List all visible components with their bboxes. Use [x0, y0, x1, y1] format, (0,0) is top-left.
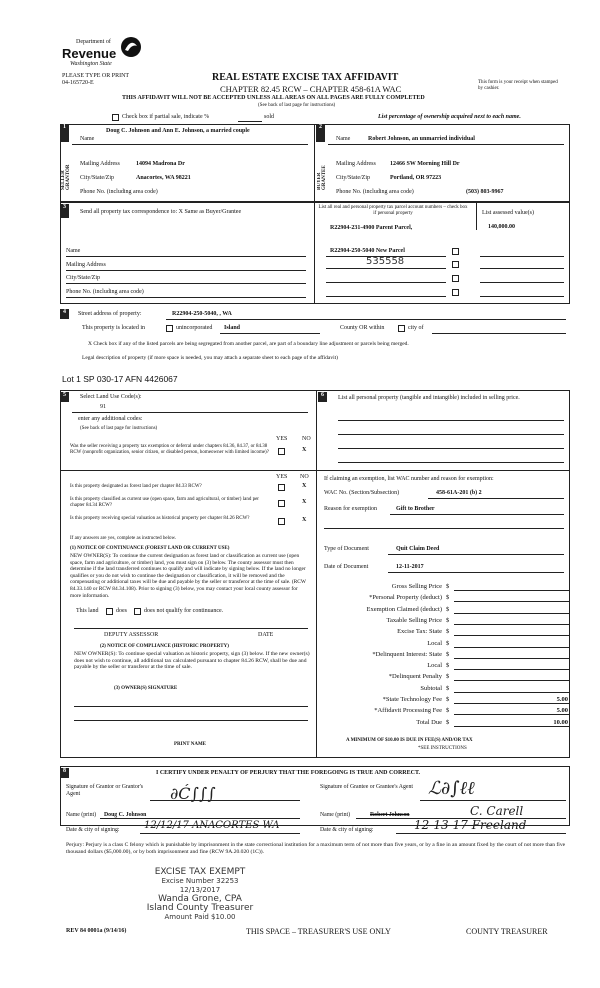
q1-answer[interactable]: X [302, 447, 307, 453]
city-checkbox[interactable] [398, 325, 405, 332]
reason-label: Reason for exemption [324, 506, 377, 512]
see-back: (See back of last page for instructions) [258, 103, 336, 108]
divider-s3 [314, 202, 315, 304]
fee-row [370, 719, 570, 729]
dollar-sign: $ [446, 583, 450, 590]
parcel-2[interactable]: R22904-250-5040 New Parcel [330, 248, 405, 254]
parcel-header: List all real and personal property tax parcel account numbers – check box if personal property [318, 205, 468, 216]
s5-divider [60, 470, 316, 471]
fee-label: Excise Tax: State [397, 628, 442, 636]
buyer-phone-label: Phone No. (including area code) [336, 189, 414, 195]
buyer-mailing-label: Mailing Address [336, 161, 376, 167]
form-subtitle: CHAPTER 82.45 RCW – CHAPTER 458-61A WAC [220, 84, 402, 94]
section-4-label: 4 [60, 309, 69, 319]
dollar-sign: $ [446, 605, 450, 613]
fee-row [370, 594, 570, 604]
partial-sale-checkbox[interactable] [112, 114, 119, 121]
pp-line-2[interactable] [338, 434, 564, 435]
does-checkbox[interactable] [106, 608, 113, 615]
pp-line-3[interactable] [338, 448, 564, 449]
seller-side-label: SELLER GRANTOR [61, 164, 71, 190]
deputy-date: DATE [258, 632, 274, 638]
fee-label: Gross Selling Price [391, 583, 442, 590]
see-instructions: *SEE INSTRUCTIONS [418, 746, 467, 751]
section-8-label: 8 [60, 768, 69, 778]
deputy-line[interactable] [74, 628, 308, 629]
dollar-sign: $ [446, 594, 450, 602]
s3-phone-line[interactable] [66, 297, 306, 298]
divider-s5-s6 [316, 390, 317, 758]
reason-line [390, 514, 564, 515]
seller-mailing-label: Mailing Address [80, 161, 120, 167]
fee-row [370, 662, 570, 672]
reason-line-2[interactable] [324, 528, 564, 529]
dollar-sign: $ [446, 639, 450, 647]
fee-label: *Delinquent Interest: State [372, 650, 442, 658]
stamp-line6: Amount Paid $10.00 [164, 913, 236, 921]
print-name: PRINT NAME [174, 742, 206, 747]
ownership-note: List percentage of ownership acquired next to each name. [378, 114, 521, 120]
county-or: County OR within [340, 325, 385, 331]
divider-seller-buyer [314, 124, 315, 202]
assessed-4-line[interactable] [480, 282, 564, 283]
notice2-body: NEW OWNER(S): To continue special valuation as historic property, sign (3) below. If the new owner(s) does not wish to continue, all additional tax calculated pursuant to chapter 84.26 RCW, shall be due and payable by the seller or transferor at the time of sale. [74, 651, 310, 671]
parcel-3-line[interactable] [326, 268, 446, 269]
grantor-date-label: Date & city of signing: [66, 827, 120, 833]
minimum-due: A MINIMUM OF $10.00 IS DUE IN FEE(S) AND/OR TAX [346, 738, 473, 743]
seller-city-label: City/State/Zip [80, 175, 114, 181]
yes-header-2: YES [276, 474, 288, 480]
seller-city[interactable]: Anacortes, WA 98221 [136, 175, 191, 181]
fee-row [370, 640, 570, 650]
dor-logo [62, 36, 152, 72]
doc-date-line [388, 572, 564, 573]
owner-signature: (3) OWNER(S) SIGNATURE [114, 686, 178, 691]
fee-label: Local [427, 639, 442, 647]
section-1-label: 1 [60, 124, 69, 142]
q3-text: Is this property classified as current use (open space, farm and agricultural, or timber) land per chapter 84.34 RCW? [70, 497, 259, 508]
no-header-1: NO [302, 436, 311, 442]
fee-value[interactable]: 5.00 [454, 707, 570, 715]
q4-answer[interactable]: X [302, 517, 307, 523]
s6-divider [316, 470, 570, 471]
q4-yes-checkbox[interactable] [278, 518, 285, 525]
fee-label: Taxable Selling Price [386, 616, 442, 624]
notice2-title: (2) NOTICE OF COMPLIANCE (HISTORIC PROPERTY) [100, 644, 229, 649]
fee-label: *Personal Property (deduct) [369, 594, 442, 602]
buyer-name-label: Name [336, 136, 351, 142]
fee-value[interactable] [454, 606, 570, 614]
this-land: This land [76, 608, 99, 614]
fee-label: Exemption Claimed (deduct) [366, 605, 442, 613]
land-use-line [72, 412, 308, 413]
fee-row [370, 696, 570, 706]
grantor-print-line [100, 818, 300, 819]
street-value[interactable]: R22904-250-5040, , WA [172, 311, 232, 317]
fee-row [370, 707, 570, 717]
fee-value[interactable] [454, 594, 570, 602]
fee-label: *Delinquent Penalty [388, 673, 442, 681]
fee-value[interactable] [454, 640, 570, 648]
personal-property-label: List all personal property (tangible and intangible) included in selling price. [338, 395, 520, 401]
city-of-line[interactable] [432, 333, 566, 334]
parcel-5-line[interactable] [326, 296, 446, 297]
land-use-value[interactable]: 91 [100, 404, 106, 410]
county-treasurer: COUNTY TREASURER [466, 927, 548, 936]
buyer-mailing[interactable]: 12466 SW Morning Hill Dr [390, 161, 460, 167]
q1-text: Was the seller receiving a property tax exemption or deferral under chapters 84.36, 84.37, or 84.38 RCW (nonprofit organization, senior citizen, or disabled person, homeowner with limited income)? [70, 444, 269, 455]
assessed-5-line[interactable] [480, 296, 564, 297]
fee-value[interactable] [454, 617, 570, 625]
grantee-date-label: Date & city of signing: [320, 827, 374, 833]
fee-label: *Affidavit Processing Fee [374, 707, 442, 715]
does-not-checkbox[interactable] [134, 608, 141, 615]
parcel-2-extra: 535558 [366, 256, 405, 267]
certify-text: I CERTIFY UNDER PENALTY OF PERJURY THAT THE FOREGOING IS TRUE AND CORRECT. [156, 770, 421, 776]
located-in: This property is located in [82, 325, 145, 331]
parcel-4-checkbox[interactable] [452, 275, 459, 282]
county-value[interactable]: Island [224, 325, 241, 331]
assessed-1[interactable]: 140,000.00 [488, 224, 515, 230]
fee-row [370, 685, 570, 695]
unincorporated-label: unincorporated [176, 325, 213, 331]
street-label: Street address of property: [78, 311, 142, 317]
assessed-3-line[interactable] [480, 268, 564, 269]
q4-text: Is this property receiving special valuation as historical property per chapter 84.26 RCW? [70, 516, 250, 521]
land-use-label: Select Land Use Code(s): [80, 394, 142, 400]
s3-phone-label: Phone No. (including area code) [66, 289, 144, 295]
grantor-date[interactable]: 12/12/17 ANACORTES WA [144, 820, 280, 831]
does-not-label: does not qualify for continuance. [144, 608, 224, 614]
grantee-print-label: Name (print) [320, 812, 351, 818]
q3-answer[interactable]: X [302, 499, 307, 505]
grantee-print-handwritten[interactable]: C. Carell [470, 804, 524, 818]
fee-row [370, 673, 570, 683]
dept-line2: Revenue [62, 46, 117, 61]
stamp-line4: Wanda Grone, CPA [158, 894, 242, 904]
assessed-2-line [480, 256, 564, 257]
dollar-sign: $ [446, 696, 450, 703]
form-title: REAL ESTATE EXCISE TAX AFFIDAVIT [212, 72, 399, 83]
section-6-label: 6 [318, 392, 327, 402]
fee-value[interactable] [454, 583, 570, 591]
divider-assessed [476, 202, 477, 230]
q3-yes-checkbox[interactable] [278, 500, 285, 507]
fee-row [366, 605, 570, 616]
fee-row [370, 583, 570, 593]
city-of-label: city of [408, 325, 424, 331]
s5-see-back: (See back of last page for instructions) [80, 426, 158, 431]
q1-yes-checkbox[interactable] [278, 448, 285, 455]
doc-type-label: Type of Document [324, 546, 369, 552]
exemption-label: If claiming an exemption, list WAC number and reason for exemption: [324, 476, 494, 482]
stamp-line5: Island County Treasurer [146, 903, 254, 913]
receipt-note: This form is your receipt when stamped by cashier. [478, 80, 558, 91]
dept-line3: Washington State [70, 61, 112, 67]
grantee-signature[interactable]: ℒ∂∫ℓℓ [428, 778, 475, 799]
buyer-name[interactable]: Robert Johnson, an unmarried individual [368, 136, 475, 142]
seller-phone-label: Phone No. (including area code) [80, 189, 158, 195]
section-5-label: 5 [60, 392, 69, 402]
street-line [166, 319, 566, 320]
if-yes-text: If any answers are yes, complete as instructed below. [70, 536, 177, 541]
s3-city-line[interactable] [66, 283, 306, 284]
county-line [220, 333, 320, 334]
additional-codes: enter any additional codes: [78, 416, 143, 422]
section-2-label: 2 [316, 124, 325, 142]
fee-label: Local [427, 662, 442, 670]
q2-answer[interactable]: X [302, 483, 307, 489]
q2-yes-checkbox[interactable] [278, 484, 285, 491]
fee-value[interactable] [454, 651, 570, 659]
buyer-name-line [328, 144, 564, 145]
notice1-body: NEW OWNER(S): To continue the current designation as forest land or classification as current use (open space, farm and agriculture, or timber) land, you must sign on (3) below. The county assessor must then determine if the land transferred continues to qualify and will indicate by signing below. If the land no longer qualifies or you do not wish to continue the designation or classification, it will be removed and the compensating or additional taxes will be due and payable by the seller or transferor at the time of sale. (RCW 84.33.140 or RCW 84.34.108). Prior to signing (3) below, you may contact your local county assessor for more information. [70, 553, 306, 599]
buyer-city[interactable]: Portland, OR 97223 [390, 175, 442, 181]
stamp-line1: EXCISE TAX EXEMPT [154, 867, 246, 877]
parcel-4-line[interactable] [326, 282, 446, 283]
fee-value[interactable]: 5.00 [454, 696, 570, 704]
grantor-print[interactable]: Doug C. Johnson [104, 812, 147, 818]
grantor-signature[interactable]: ∂Ć∫∫∫ [170, 784, 216, 803]
no-header-2: NO [300, 474, 309, 480]
parcel-5-checkbox[interactable] [452, 289, 459, 296]
dollar-sign: $ [446, 684, 450, 692]
fee-row [370, 628, 570, 638]
stamp-line3: 12/13/2017 [179, 886, 221, 894]
grantee-date[interactable]: 12-13-17 Freeland [414, 818, 527, 832]
seller-name-line [72, 144, 308, 145]
partial-sale-pct[interactable] [238, 114, 262, 122]
print-name-line[interactable] [74, 720, 308, 721]
pp-line-1[interactable] [338, 420, 564, 421]
grantor-sig-label: Signature of Grantor or Grantor's Agent [66, 784, 144, 797]
notice1-title: (1) NOTICE OF CONTINUANCE (FOREST LAND OR CURRENT USE) [70, 546, 230, 551]
dollar-sign: $ [446, 673, 450, 681]
deputy-assessor: DEPUTY ASSESSOR [104, 632, 159, 638]
doc-type-line [388, 554, 564, 555]
buyer-side-label: BUYER GRANTEE [317, 165, 327, 190]
warning-text: THIS AFFIDAVIT WILL NOT BE ACCEPTED UNLESS ALL AREAS ON ALL PAGES ARE FULLY COMPLETED [122, 95, 425, 101]
parcel-2-checkbox[interactable] [452, 248, 459, 255]
grantor-date-line [140, 833, 300, 834]
fee-value[interactable] [454, 662, 570, 670]
wac-label: WAC No. (Section/Subsection) [324, 490, 400, 496]
stamp-line2: Excise Number 32253 [161, 877, 239, 885]
s3-name-line[interactable] [66, 256, 306, 257]
fee-label: Total Due [416, 718, 442, 726]
seller-mailing[interactable]: 14094 Madrona Dr [136, 161, 185, 167]
fee-row [370, 617, 570, 627]
unincorporated-checkbox[interactable] [166, 325, 173, 332]
type-print: PLEASE TYPE OR PRINT [62, 73, 130, 79]
parcel-1[interactable]: R22904-231-4900 Parent Parcel, [330, 225, 413, 231]
treasurer-stamp [110, 868, 290, 922]
doc-date-value[interactable]: 12-11-2017 [396, 564, 424, 570]
send-correspondence: Send all property tax correspondence to: X Same as Buyer/Grantee [80, 209, 242, 215]
section-3-label: 3 [60, 204, 69, 218]
dollar-sign: $ [446, 718, 450, 726]
segregated-text: X Check box if any of the listed parcels are being segregated from another parcel, are part of a boundary line adjustment or parcels being merged. [88, 341, 409, 347]
partial-sale-label: Check box if partial sale, indicate % [122, 114, 210, 120]
rev-number: REV 84 0001a (9/14/16) [66, 928, 127, 934]
yes-header-1: YES [276, 436, 288, 442]
dept-line1: Department of [76, 39, 111, 45]
fee-value[interactable]: 10.00 [454, 719, 570, 727]
doc-date-label: Date of Document [324, 564, 369, 570]
grantee-sig-line [420, 800, 566, 801]
sold-label: sold [264, 114, 275, 120]
seller-name: Doug C. Johnson and Ann E. Johnson, a married couple [106, 128, 250, 134]
fee-value[interactable] [454, 673, 570, 681]
assessed-header: List assessed value(s) [482, 210, 534, 216]
does-label: does [116, 608, 127, 614]
treasurer-space: THIS SPACE – TREASURER'S USE ONLY [246, 927, 391, 936]
s3-mailing-label: Mailing Address [66, 262, 106, 268]
dollar-sign: $ [446, 616, 450, 624]
fee-value[interactable] [454, 685, 570, 693]
owner-sig-line[interactable] [74, 706, 308, 707]
wac-value[interactable]: 458-61A-201 (b) 2 [436, 490, 482, 496]
dollar-sign: $ [446, 707, 450, 715]
fee-row [370, 651, 570, 661]
wac-line [428, 498, 564, 499]
grantee-date-line [396, 833, 566, 834]
seller-name-label: Name [80, 136, 95, 142]
fee-value[interactable] [454, 628, 570, 636]
buyer-phone[interactable]: (503) 803-9967 [466, 189, 504, 195]
grantee-sig-label: Signature of Grantee or Grantee's Agent [320, 784, 413, 790]
dollar-sign: $ [446, 662, 450, 670]
q2-text: Is this property designated as forest land per chapter 84.33 RCW? [70, 484, 202, 489]
parcel-3-checkbox[interactable] [452, 261, 459, 268]
s3-name-label: Name [66, 248, 81, 254]
legal-desc-label: Legal description of property (if more space is needed, you may attach a separate sheet to each page of the affidavit) [82, 355, 338, 361]
grantee-print[interactable]: Robert Johnson [370, 812, 410, 818]
form-number: 04-165720-E [62, 80, 94, 86]
grantor-print-label: Name (print) [66, 812, 97, 818]
s3-city-label: City/State/Zip [66, 275, 100, 281]
dollar-sign: $ [446, 628, 450, 636]
pp-line-4[interactable] [338, 462, 564, 463]
perjury-text: Perjury: Perjury is a class C felony which is punishable by imprisonment in the state correctional institution for a maximum term of not more than five years, or by a fine in an amount fixed by the court of not more than five thousand dollars ($5,000.00), or by both imprisonment and fine (RCW 9A.20.020 (1C)). [66, 842, 566, 855]
grantor-sig-line [150, 800, 300, 801]
s3-mailing-line[interactable] [66, 270, 306, 271]
reason-value[interactable]: Gift to Brother [396, 506, 435, 512]
fee-label: Subtotal [420, 684, 442, 692]
buyer-city-label: City/State/Zip [336, 175, 370, 181]
dor-emblem-icon [120, 36, 142, 58]
dollar-sign: $ [446, 650, 450, 658]
legal-desc-value[interactable]: Lot 1 SP 030-17 AFN 4426067 [62, 374, 178, 384]
doc-type-value[interactable]: Quit Claim Deed [396, 546, 440, 552]
fee-label: *State Technology Fee [382, 696, 442, 703]
